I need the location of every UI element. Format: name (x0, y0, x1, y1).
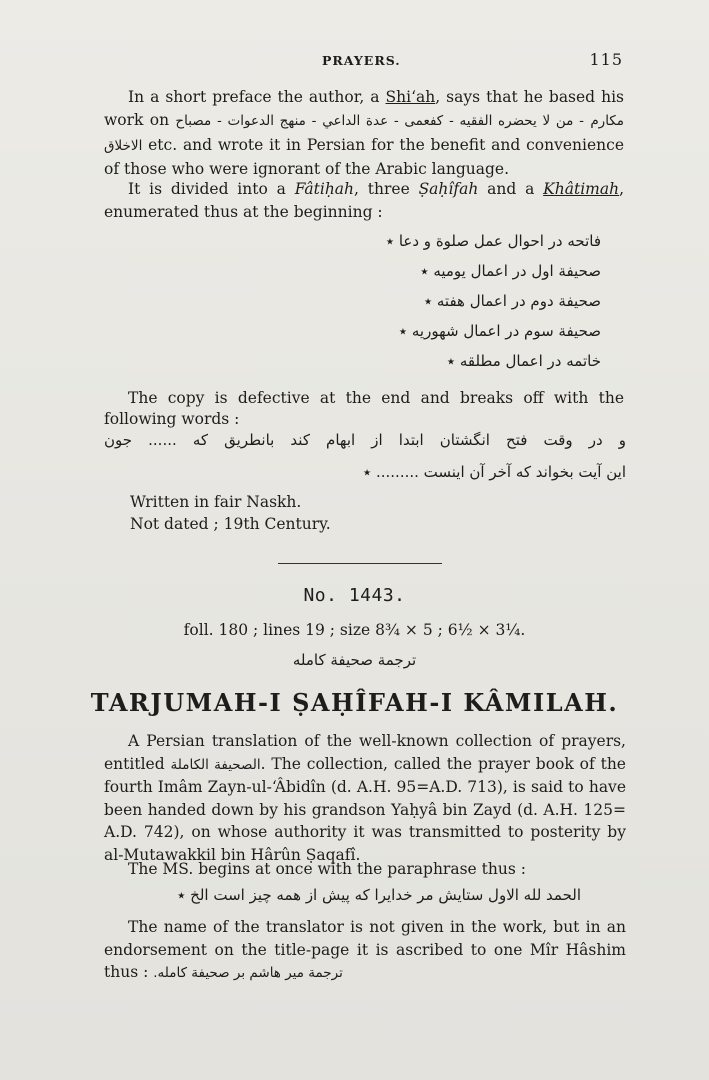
text-run: It is divided into a (128, 180, 295, 198)
text-run: , three (354, 180, 419, 198)
text-run: and a (478, 180, 544, 198)
division-line: صحيفة سوم در اعمال شهوريه ٭ (398, 322, 601, 340)
section-divider (278, 563, 442, 564)
division-line: صحيفة دوم در اعمال هفته ٭ (423, 292, 601, 310)
term-sahifah: Ṣaḥîfah (418, 180, 479, 198)
division-line: خاتمه در اعمال مطلقه ٭ (446, 352, 601, 370)
term-fatihah: Fâtiḥah (294, 180, 355, 198)
arabic-sahifah-title: الصحيفة الكاملة (170, 756, 261, 773)
preface-paragraph (104, 86, 624, 182)
term-khatimah: Khâtimah (543, 180, 620, 198)
arabic-sources: - من لا يحضره الفقيه - كفعمى - عدة الداعي - منهج الدعوات - مصباح (175, 113, 584, 130)
text-run: , says that he based his work on (104, 88, 624, 130)
entry-title: TARJUMAH-I ṢAḤÎFAH-I KÂMILAH. (90, 688, 619, 717)
page-number: 115 (589, 50, 623, 69)
ending-line-1: و در وقت فتح انگشتان ابتدا از ابهام كند بانطريق كه ...... جون (104, 431, 626, 449)
text-run: The name of the translator is not given in the work, but in an endorsement on the title-page it is ascribed to one Mîr Hâshim thus : (104, 918, 626, 981)
colophon (130, 491, 331, 535)
entry-title-arabic: ترجمة صحيفة كامله (292, 651, 417, 669)
colophon-date: Not dated ; 19th Century. (130, 515, 331, 533)
entry-collation: foll. 180 ; lines 19 ; size 8¾ × 5 ; 6½ × 3¼. (183, 621, 526, 639)
translator-paragraph (104, 916, 626, 985)
text-run: , enumerated thus at the beginning : (104, 180, 625, 222)
arabic-endorsement: ترجمة مير هاشم بر صحيفة كامله. (153, 965, 343, 981)
divisions-list (181, 226, 601, 376)
colophon-script: Written in fair Naskh. (130, 493, 302, 511)
text-run: A Persian translation of the well-known collection of prayers, entitled (104, 732, 626, 773)
description-paragraph (104, 730, 626, 866)
entry-number: No. 1443. (303, 585, 406, 606)
term-shiah: Shi‘ah (385, 88, 436, 106)
ending-words (104, 424, 626, 488)
copy-note: The copy is defective at the end and breaks off with the following words : (104, 389, 624, 428)
text-run: etc. and wrote it in Persian for the benefit and convenience of those who were ignorant of the Arabic language. (104, 135, 624, 179)
division-line: فاتحه در احوال عمل صلوة و دعا ٭ (385, 232, 601, 250)
division-paragraph (104, 178, 624, 225)
running-title: PRAYERS. (322, 53, 401, 68)
opening-words: الحمد لله الاول ستايش مر خدايرا كه پيش از همه چيز است الخ ٭ (177, 886, 581, 904)
division-line: صحيفة اول در اعمال يوميه ٭ (420, 262, 601, 280)
running-header (0, 50, 709, 72)
arabic-makarim: مكارم الاخلاق (104, 113, 624, 154)
text-run: . The collection, called the prayer book of the fourth Imâm Zayn-ul-‘Âbidîn (d. A.H. 95=A.D. 713), is said to have been handed down by his grandson Yaḥyâ bin Zayd (d. A.H. 125= A.D. 742), on whose authority it was transmitted to posterity by al-Mutawakkil bin Hârûn Ṣaqafî. (104, 754, 626, 864)
text-run: In a short preface the author, a (128, 88, 386, 106)
ending-line-2: اين آيت بخواند كه آخر آن اينست ......... ٭ (363, 463, 626, 481)
begins-note: The MS. begins at once with the paraphrase thus : (128, 860, 526, 878)
